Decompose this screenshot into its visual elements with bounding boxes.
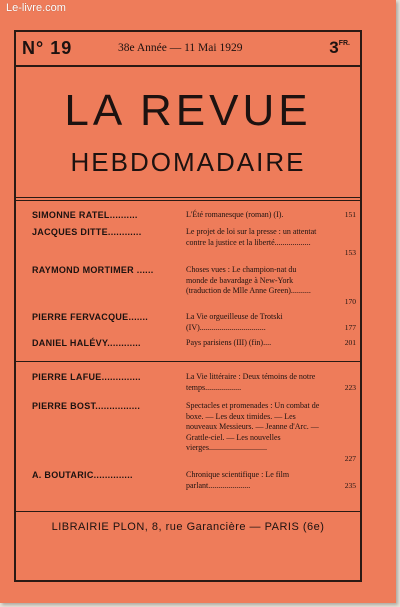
toc-author: SIMONNE RATEL.......... bbox=[32, 210, 138, 220]
price-value: 3 bbox=[329, 38, 339, 57]
toc-article: La Vie littéraire : Deux témoins de notre temps.................. bbox=[186, 372, 316, 392]
toc-page: 227 bbox=[344, 454, 356, 463]
price bbox=[329, 38, 350, 58]
toc-page: 201 bbox=[344, 338, 356, 347]
issue-date: 38e Année — 11 Mai 1929 bbox=[118, 42, 243, 54]
masthead-rule-lower bbox=[14, 200, 362, 201]
watermark: Le-livre.com bbox=[6, 2, 66, 14]
toc-author: JACQUES DITTE............ bbox=[32, 227, 142, 237]
toc-page: 235 bbox=[344, 481, 356, 490]
toc-article: Choses vues : Le champion-nat du monde de bavardage à New-York (traduction de Mlle Anne Green).......... bbox=[186, 265, 311, 295]
masthead-title: LA REVUE bbox=[64, 86, 312, 135]
publisher-line: LIBRAIRIE PLON, 8, rue Garancière — PARIS (6e) bbox=[51, 521, 325, 533]
toc-author: A. BOUTARIC.............. bbox=[32, 470, 133, 480]
footer-rule bbox=[14, 511, 362, 512]
toc-page: 223 bbox=[344, 383, 356, 392]
toc-author: DANIEL HALÉVY............ bbox=[32, 338, 141, 348]
toc-author: RAYMOND MORTIMER ...... bbox=[32, 265, 154, 275]
toc-article: Le projet de loi sur la presse : un attentat contre la justice et la liberté.................. bbox=[186, 227, 317, 247]
toc-page: 177 bbox=[344, 323, 356, 332]
toc-article: L'Été romanesque (roman) (I). bbox=[186, 210, 284, 219]
issue-number: N° 19 bbox=[22, 38, 73, 58]
toc-article: Pays parisiens (III) (fin).... bbox=[186, 338, 272, 347]
masthead-subtitle: HEBDOMADAIRE bbox=[70, 147, 306, 177]
toc-article: Spectacles et promenades : Un combat de boxe. — Les deux timides. — Les nouveaux Messieurs. — Jeanne d'Arc. — Grattle-ciel. — Les nouvelles vierges............................. bbox=[186, 401, 320, 452]
issue-header bbox=[22, 38, 354, 60]
toc-author: PIERRE LAFUE.............. bbox=[32, 372, 141, 382]
toc-author: PIERRE BOST................ bbox=[32, 401, 141, 411]
price-unit: FR. bbox=[338, 40, 350, 47]
toc-page: 151 bbox=[344, 210, 356, 219]
toc-page: 170 bbox=[344, 297, 356, 306]
toc-page: 153 bbox=[344, 248, 356, 257]
toc-article: La Vie orgueilleuse de Trotski (IV)................................. bbox=[186, 312, 283, 332]
masthead-rule-upper bbox=[14, 197, 362, 198]
header-rule bbox=[14, 65, 362, 67]
toc-author: PIERRE FERVACQUE....... bbox=[32, 312, 149, 322]
toc-article: Chronique scientifique : Le film parlant..................... bbox=[186, 470, 290, 490]
section-rule bbox=[14, 361, 362, 362]
